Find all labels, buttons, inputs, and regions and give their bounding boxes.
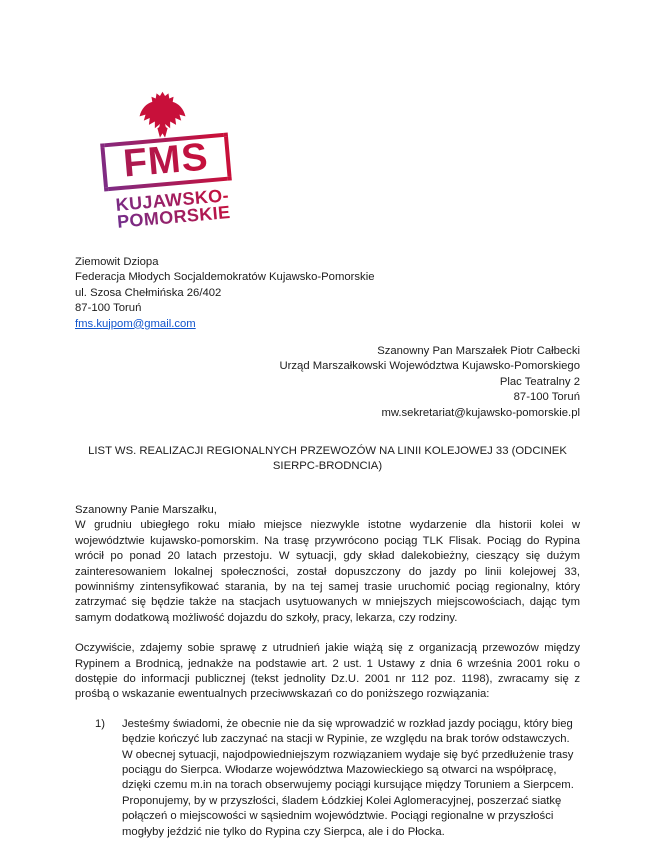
salutation: Szanowny Panie Marszałku, xyxy=(75,503,217,516)
sender-street: ul. Szosa Chełmińska 26/402 xyxy=(75,286,222,299)
fms-logo-frame xyxy=(100,133,232,192)
list-item xyxy=(75,717,580,840)
sender-email-link[interactable]: fms.kujpom@gmail.com xyxy=(75,317,196,330)
subject-title: LIST WS. REALIZACJI REGIONALNYCH PRZEWOZÓW NA LINII KOLEJOWEJ 33 (ODCINEK SIERPC-BRODNCIA) xyxy=(88,445,567,473)
sender-name: Ziemowit Dziopa xyxy=(75,256,159,268)
recipient-name: Szanowny Pan Marszałek Piotr Całbecki xyxy=(377,345,580,358)
sender-city: 87-100 Toruń xyxy=(75,302,142,315)
fms-region-text xyxy=(115,187,231,230)
numbered-list xyxy=(75,717,580,840)
recipient-office: Urząd Marszałkowski Województwa Kujawsko-Pomorskiego xyxy=(279,360,580,373)
fms-logo xyxy=(75,88,580,233)
fms-region-line2: POMORSKIE xyxy=(116,201,232,232)
recipient-city: 87-100 Toruń xyxy=(513,391,580,404)
recipient-email: mw.sekretariat@kujawsko-pomorskie.pl xyxy=(381,406,580,419)
polish-eagle-icon xyxy=(137,88,188,143)
paragraph-request: Oczywiście, zdajemy sobie sprawę z utrudnień jakie wiążą się z organizacją przewozów między Rypinem a Brodnicą, jednakże na podstawie art. 2 ust. 1 Ustawy z dnia 6 września 2001 roku o dostępie do informacji publicznej (tekst jednolity Dz.U. 2001 nr 112 poz. 1198), zwracamy się z prośbą o wskazanie ewentualnych przeciwwskazań co do poniższego rozwiązania: xyxy=(75,642,580,701)
recipient-street: Plac Teatralny 2 xyxy=(499,375,580,388)
fms-logo-text: FMS xyxy=(121,135,211,186)
paragraph-intro: W grudniu ubiegłego roku miało miejsce niezwykle istotne wydarzenie dla historii kolei w województwie kujawsko-pomorskim. Na trasę przywrócono pociąg TLK Flisak. Pociąg do Rypina wrócił po ponad 20 latach przestoju. W sytuacji, gdy skład dalekobieżny, cieszący się dużym zainteresowaniem lokalnej społeczności, został dopuszczony do jazdy po linii kolejowej 33, powinniśmy zintensyfikować starania, by na tej samej trasie uruchomić pociąg regionalny, który zatrzymać się będzie także na stacjach usytuowanych w mniejszych miejscowościach, dając tym samym dodatkową możliwość dojazdu do szkoły, pracy, lekarza, czy rodziny. xyxy=(75,519,580,624)
list-item-marker: 1) xyxy=(95,717,106,730)
sender-block xyxy=(75,255,580,332)
list-item-text: Jesteśmy świadomi, że obecnie nie da się wprowadzić w rozkład jazdy pociągu, który bieg będzie kończyć lub zaczynać na stacji w Rypinie, ze względu na brak torów odstawczych. W obecnej sytuacji, najodpowiedniejszym rozwiązaniem wydaje się być przedłużenie trasy pociągu do Sierpca. Włodarze województwa Mazowieckiego są otwarci na współpracę, dzięki czemu m.in na torach obserwujemy pociągi kursujące między Toruniem a Sierpcem. Proponujemy, by w przyszłości, śladem Łódzkiej Kolei Aglomeracyjnej, poszerzać siatkę połączeń o miejscowości w sąsiednim województwie. Pociągi regionalne w przyszłości mogłyby jeździć nie tylko do Rypina czy Sierpca, ale i do Płocka. xyxy=(122,717,574,838)
fms-region-line1: KUJAWSKO- xyxy=(114,185,230,215)
recipient-block xyxy=(75,344,580,421)
sender-organization: Federacja Młodych Socjaldemokratów Kujawsko-Pomorskie xyxy=(75,271,375,284)
